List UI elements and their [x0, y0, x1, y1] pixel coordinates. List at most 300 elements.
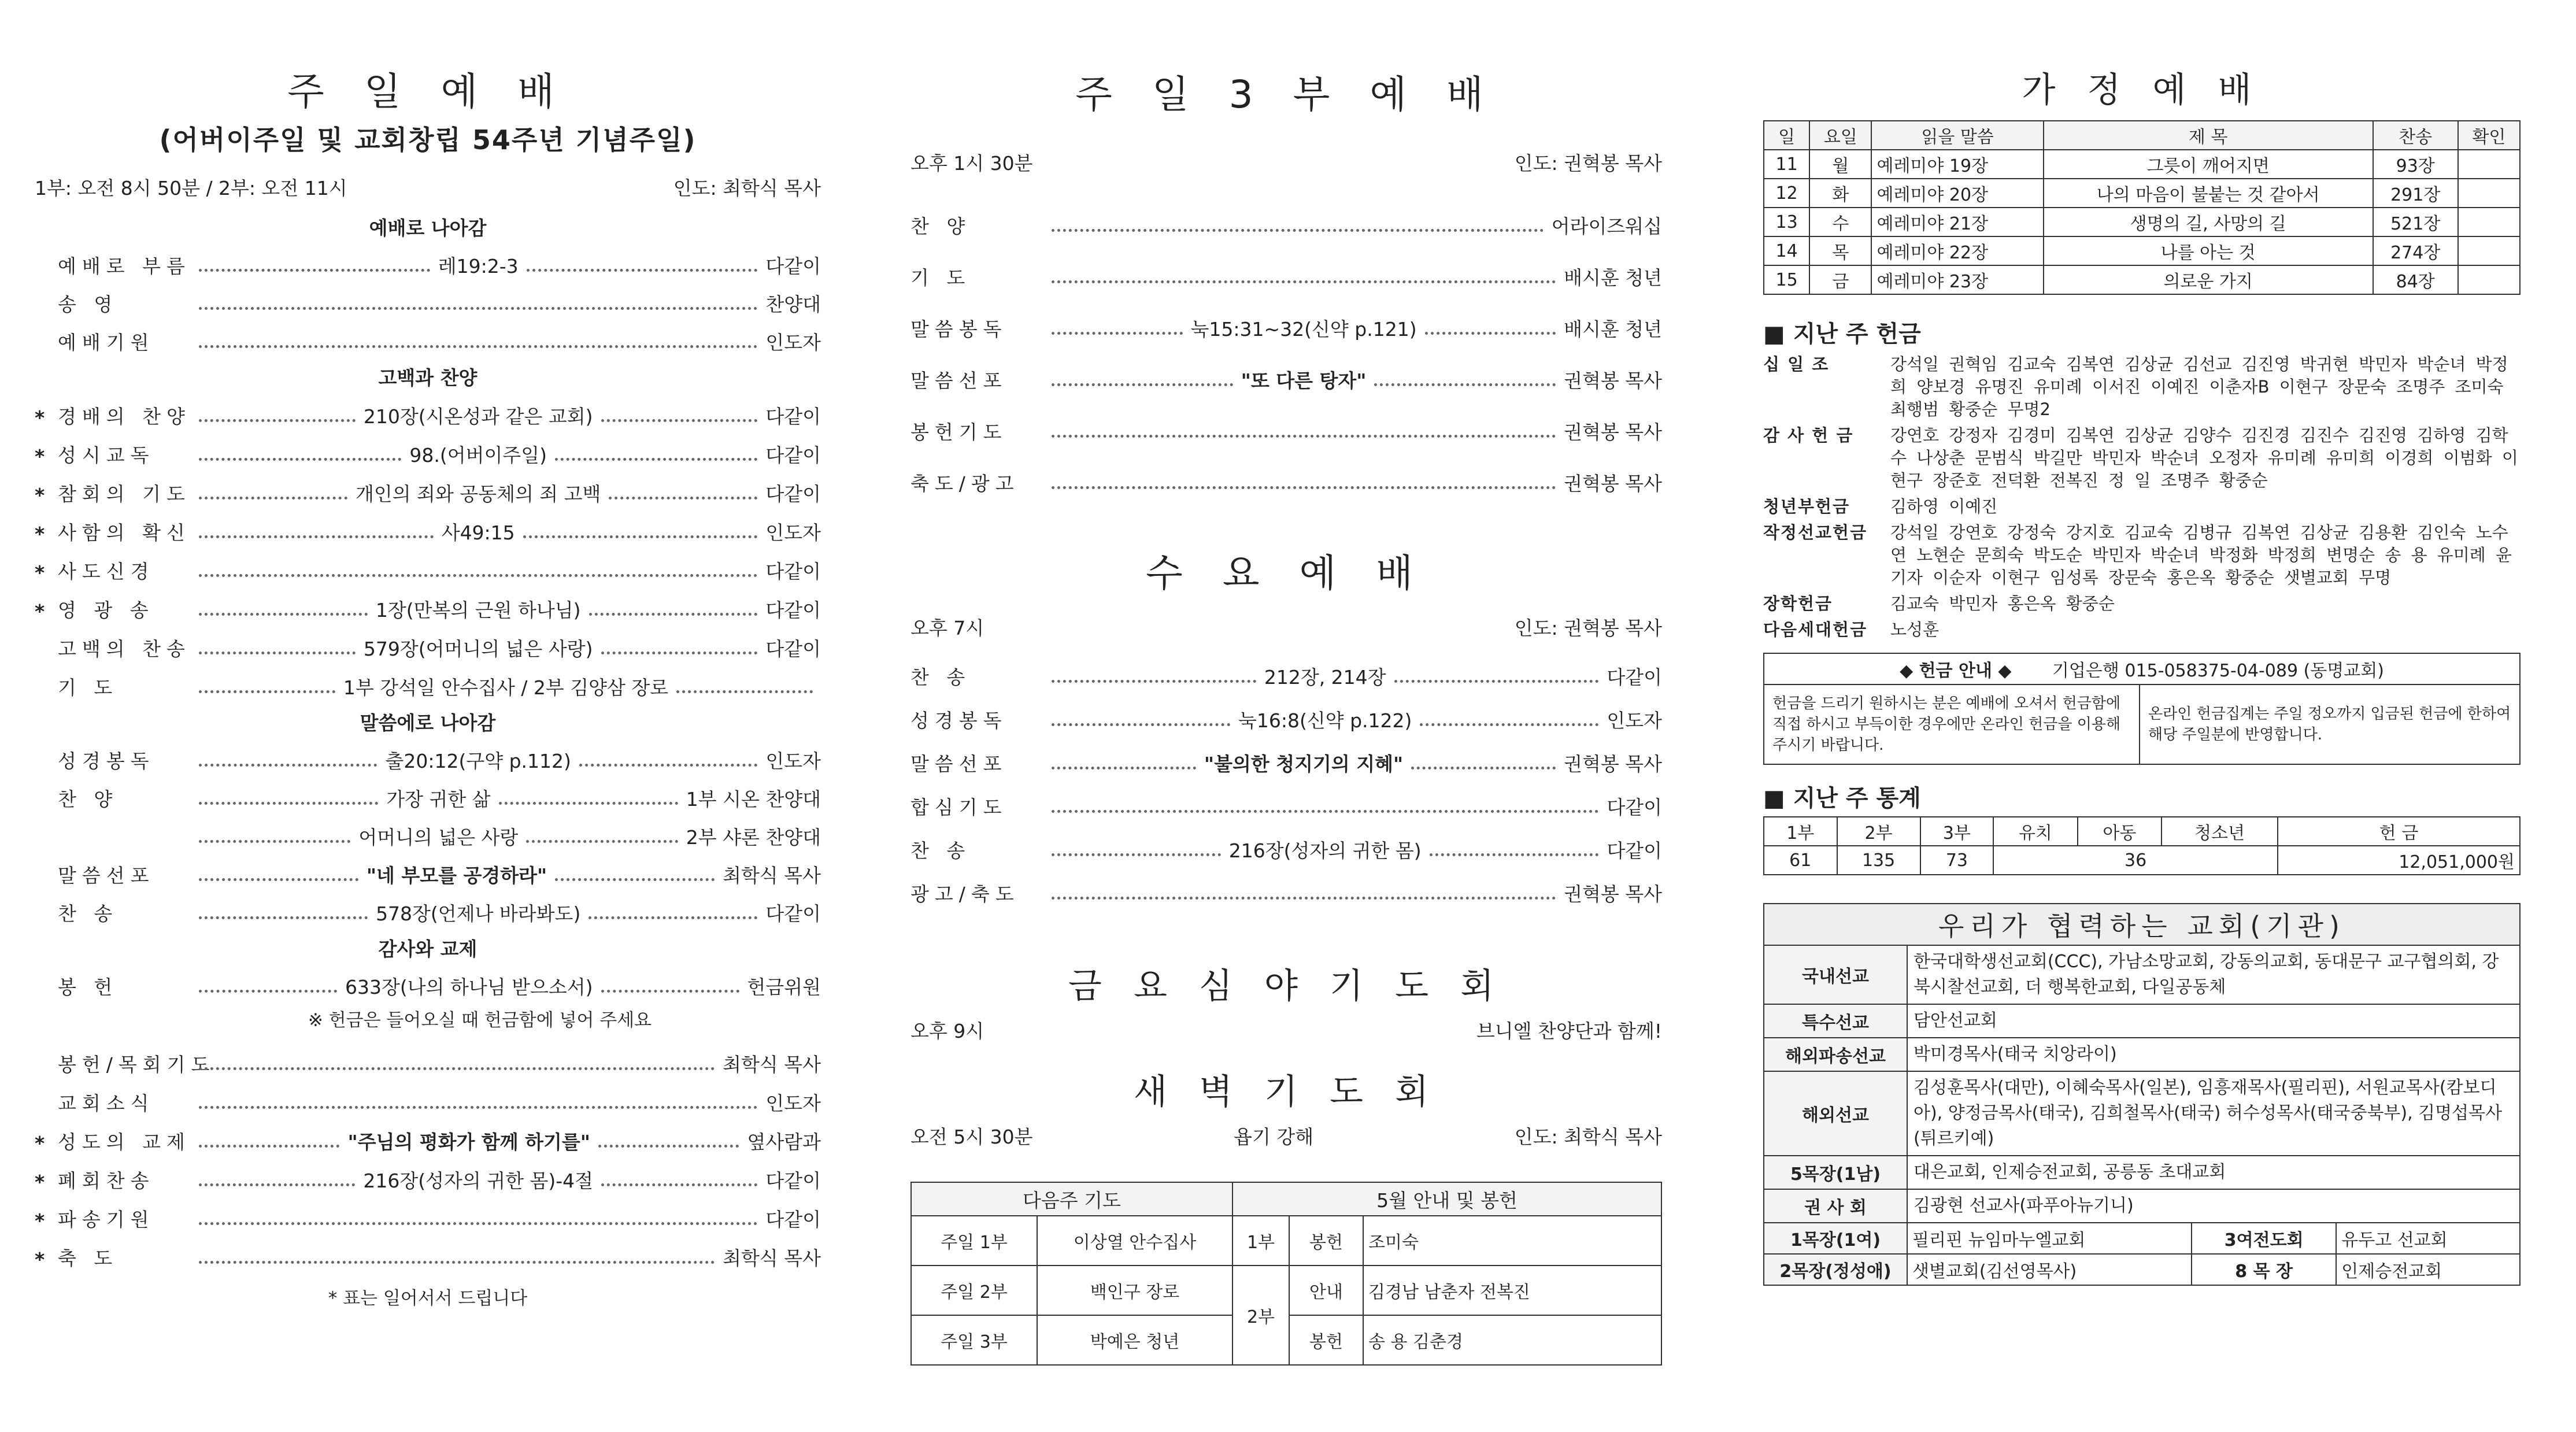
order-responder: 권혁봉 목사 — [1564, 421, 1662, 443]
partner-value: 김광현 선교사(파푸아뉴기니) — [1907, 1189, 2520, 1223]
family-cell: 예레미야 21장 — [1871, 208, 2043, 236]
order-label: 예배로 부름 — [58, 255, 191, 277]
order-detail: 1부 강석일 안수집사 / 2부 김양삼 장로 — [343, 676, 669, 699]
order-responder: 다같이 — [765, 255, 821, 277]
order-responder: 옆사람과 — [747, 1131, 821, 1153]
family-row — [1764, 236, 2520, 265]
order-detail: 210장(시온성과 같은 교회) — [363, 405, 593, 428]
family-header-cell: 요일 — [1809, 121, 1871, 150]
order-detail: 출20:12(구약 p.112) — [385, 750, 571, 772]
order-row — [35, 661, 821, 700]
third-service-title: 주 일 3 부 예 배 — [1075, 72, 1497, 117]
dot-leader — [1052, 853, 1221, 856]
dot-leader — [1052, 229, 1544, 232]
order-row — [35, 545, 821, 584]
friday-time: 오후 9시 — [911, 1020, 984, 1042]
dot-leader — [199, 764, 377, 767]
order-responder: 권혁봉 목사 — [1564, 369, 1662, 392]
section-heading: 예배로 나아감 — [369, 217, 487, 239]
prayer-cell: 백인구 장로 — [1037, 1266, 1233, 1315]
partner-label: 1목장(1여) — [1764, 1223, 1907, 1254]
order-responder: 배시훈 청년 — [1564, 318, 1662, 341]
partner-label: 해외선교 — [1764, 1071, 1907, 1156]
order-responder: 최학식 목사 — [723, 864, 821, 887]
family-cell: 14 — [1764, 236, 1809, 265]
order-label: 말씀선포 — [58, 864, 155, 887]
order-detail: 눅16:8(신약 p.122) — [1238, 709, 1412, 732]
dot-leader — [1052, 486, 1556, 489]
family-cell — [2458, 150, 2520, 179]
dot-leader — [1420, 723, 1598, 726]
order-row — [35, 888, 821, 926]
order-row — [35, 1155, 821, 1193]
offering-names: 김하영 이예진 — [1890, 497, 1998, 516]
stat-value: 73 — [1920, 846, 1994, 875]
order-detail: "또 다른 탕자" — [1241, 369, 1367, 392]
family-cell: 예레미야 20장 — [1871, 179, 2043, 208]
guide-left-text: 헌금을 드리기 원하시는 분은 예배에 오셔서 헌금함에 직접 하시고 부득이한 경우에만 온라인 헌금을 이용해 주시기 바랍니다. — [1764, 684, 2140, 764]
order-list — [911, 646, 1662, 906]
order-row — [911, 445, 1662, 496]
order-label: 봉헌/목회기도 — [58, 1053, 216, 1076]
names-cell: 송 용 김춘경 — [1363, 1315, 1661, 1365]
order-responder: 인도자 — [765, 331, 821, 354]
sunday-time: 1부: 오전 8시 50분 / 2부: 오전 11시 — [35, 177, 347, 199]
order-label: 말씀봉독 — [911, 318, 1008, 341]
order-row — [35, 390, 821, 429]
order-label: 봉 헌 — [58, 976, 119, 998]
wednesday-title: 수 요 예 배 — [1146, 551, 1427, 595]
wednesday-time: 오후 7시 — [911, 617, 984, 639]
order-detail: 가장 귀한 삶 — [386, 788, 491, 811]
family-cell: 12 — [1764, 179, 1809, 208]
family-row — [1764, 150, 2520, 179]
family-cell: 나를 아는 것 — [2044, 236, 2373, 265]
wednesday-time-row — [911, 613, 1662, 641]
order-label: 송 영 — [58, 293, 119, 316]
order-list — [911, 187, 1662, 496]
order-row — [35, 1116, 821, 1155]
order-responder: 다같이 — [1607, 666, 1663, 689]
order-row — [35, 240, 821, 279]
order-list — [35, 1038, 821, 1271]
partner-value: 유두고 선교회 — [2336, 1223, 2520, 1254]
sunday-time-row — [35, 173, 821, 201]
standing-mark: * — [35, 1209, 45, 1232]
order-responder: 다같이 — [765, 902, 821, 925]
dot-leader — [527, 269, 758, 272]
order-list — [35, 390, 821, 700]
offering-names: 강석일 강연호 강정숙 강지호 김교숙 김병규 김복연 김상균 김용환 김인숙 노수연 노현순 문희숙 박도순 박민자 박순녀 박정화 박정희 변명순 송 용 유미례 윤기자 이순자 이현구 임성록 장문숙 홍은옥 황중순 샛별교회 무명 — [1890, 523, 2512, 587]
offering-names: 김교숙 박민자 홍은옥 황중순 — [1890, 594, 2115, 613]
sunday-service-column — [35, 0, 821, 1309]
offering-label: 감 사 헌 금 — [1763, 425, 1854, 445]
order-label: 교회소식 — [58, 1092, 155, 1115]
partner-label: 권 사 회 — [1764, 1189, 1907, 1223]
order-label: 광고/축도 — [911, 883, 1020, 905]
partner-row — [1764, 1156, 2520, 1189]
order-detail: 212장, 214장 — [1264, 666, 1386, 689]
dot-leader — [199, 1145, 339, 1148]
order-responder: 어라이즈워십 — [1551, 215, 1662, 238]
order-detail: 개인의 죄와 공동체의 죄 고백 — [355, 483, 601, 505]
dot-leader — [199, 419, 356, 422]
sunday-title: 주 일 예 배 — [287, 69, 568, 114]
order-row — [35, 584, 821, 623]
offering-names: 노성훈 — [1890, 620, 1940, 639]
order-label: 성시교독 — [58, 444, 155, 467]
family-cell: 화 — [1809, 179, 1871, 208]
order-row — [911, 820, 1662, 863]
dot-leader — [601, 652, 758, 654]
stat-header-cell: 2부 — [1837, 817, 1920, 846]
dot-leader — [555, 458, 757, 461]
order-responder: 최학식 목사 — [723, 1053, 821, 1076]
offering-group — [1763, 424, 2521, 492]
family-cell — [2458, 179, 2520, 208]
dot-leader — [1052, 383, 1233, 386]
standing-mark: * — [35, 406, 45, 429]
order-label: 성경봉독 — [911, 709, 1008, 732]
role-cell: 봉헌 — [1289, 1315, 1363, 1365]
partner-row — [1764, 945, 2520, 1004]
service-cell: 주일 3부 — [911, 1315, 1037, 1365]
family-cell: 274장 — [2373, 236, 2458, 265]
dot-leader — [199, 458, 401, 461]
order-detail: 1장(만복의 근원 하나님) — [375, 599, 581, 621]
family-cell: 수 — [1809, 208, 1871, 236]
order-label: 파송기원 — [58, 1208, 155, 1231]
order-label: 사함의 확신 — [58, 521, 191, 544]
order-row — [35, 317, 821, 355]
order-responder: 다같이 — [1607, 796, 1662, 819]
order-row — [911, 290, 1662, 342]
order-row — [911, 239, 1662, 290]
family-cell: 목 — [1809, 236, 1871, 265]
dot-leader — [199, 802, 378, 805]
order-label: 기 도 — [58, 676, 119, 699]
family-cell — [2458, 208, 2520, 236]
partner-row — [1764, 1038, 2520, 1071]
order-responder: 찬양대 — [765, 293, 821, 316]
order-detail: 578장(언제나 바라봐도) — [376, 902, 581, 925]
order-row — [911, 393, 1662, 445]
offering-names: 강석일 권혁임 김교숙 김복연 김상균 김선교 김진영 박귀현 박민자 박순녀 박정희 양보경 유명진 유미례 이서진 이예진 이춘자B 이현구 장문숙 조명주 조미숙 최행범 황중순 무명2 — [1890, 354, 2508, 419]
partner-label: 2목장(정성애) — [1764, 1254, 1907, 1285]
dot-leader — [199, 1261, 715, 1264]
order-responder: 다같이 — [765, 444, 821, 467]
order-responder: 다같이 — [1607, 839, 1663, 862]
dot-leader — [199, 1222, 757, 1225]
order-responder: 인도자 — [765, 1092, 821, 1115]
partner-row — [1764, 1189, 2520, 1223]
family-cell: 예레미야 19장 — [1871, 150, 2043, 179]
order-row — [911, 776, 1662, 820]
dot-leader — [1052, 897, 1556, 900]
dot-leader — [199, 1106, 757, 1109]
section-heading: 고백과 찬양 — [378, 367, 478, 389]
offering-note: ※ 헌금은 들어오실 때 헌금함에 넣어 주세요 — [308, 1010, 652, 1031]
partner-value: 담안선교회 — [1907, 1004, 2520, 1038]
order-row — [35, 429, 821, 468]
partner-value: 김성훈목사(대만), 이혜숙목사(일본), 임흥재목사(필리핀), 서원교목사(캄보디아), 양정금목사(태국), 김희철목사(태국) 허수성목사(태국중북부), 김명섭목사(튀르키예) — [1907, 1071, 2520, 1156]
dot-leader — [1374, 383, 1556, 386]
dot-leader — [499, 802, 678, 805]
family-cell: 월 — [1809, 150, 1871, 179]
order-row — [911, 690, 1662, 733]
order-detail: "불의한 청지기의 지혜" — [1204, 753, 1404, 775]
partner-value: 박미경목사(태국 치앙라이) — [1907, 1038, 2520, 1071]
order-label: 찬 양 — [58, 788, 119, 811]
order-row — [911, 187, 1662, 239]
standing-mark: * — [35, 561, 45, 584]
order-detail: 사49:15 — [441, 521, 515, 544]
dot-leader — [1411, 767, 1556, 769]
order-responder: 최학식 목사 — [723, 1247, 821, 1270]
family-cell: 금 — [1809, 265, 1871, 294]
dot-leader — [609, 497, 757, 499]
order-responder: 인도자 — [1607, 709, 1663, 732]
order-label: 참회의 기도 — [58, 483, 191, 505]
dot-leader — [199, 652, 356, 654]
stats-title: ■ 지난 주 통계 — [1763, 785, 1921, 812]
service-cell: 주일 1부 — [911, 1216, 1037, 1266]
dot-leader — [676, 690, 813, 693]
order-row — [35, 850, 821, 888]
order-label: 사도신경 — [58, 560, 155, 583]
dot-leader — [1394, 680, 1599, 683]
dot-leader — [199, 345, 757, 348]
offering-label: 작정선교헌금 — [1763, 523, 1868, 542]
dot-leader — [199, 1067, 715, 1070]
order-row — [911, 342, 1662, 393]
names-cell: 조미숙 — [1363, 1216, 1661, 1266]
order-label: 축 도 — [58, 1247, 119, 1270]
order-label: 찬 양 — [911, 215, 971, 238]
order-responder: 권혁봉 목사 — [1564, 753, 1662, 775]
family-cell: 예레미야 22장 — [1871, 236, 2043, 265]
names-cell: 김경남 남춘자 전복진 — [1363, 1266, 1661, 1315]
offerings-list — [1763, 353, 2521, 641]
next-week-prayer-header: 다음주 기도 — [911, 1182, 1233, 1216]
dot-leader — [199, 269, 430, 272]
order-row — [35, 1077, 821, 1116]
family-header-cell: 확인 — [2458, 121, 2520, 150]
order-detail: "주님의 평화가 함께 하기를" — [347, 1131, 590, 1153]
family-worship-title: 가 정 예 배 — [2022, 70, 2262, 110]
order-label: 기 도 — [911, 267, 971, 289]
dot-leader — [1052, 435, 1556, 438]
offering-label: 십 일 조 — [1763, 354, 1830, 374]
order-label: 폐회찬송 — [58, 1170, 155, 1192]
order-detail: "네 부모를 공경하라" — [366, 864, 547, 887]
family-header-cell: 찬송 — [2373, 121, 2458, 150]
dot-leader — [589, 613, 758, 616]
family-cell: 15 — [1764, 265, 1809, 294]
family-cell — [2458, 265, 2520, 294]
dot-leader — [199, 690, 335, 693]
next-week-table — [911, 1182, 1662, 1366]
dot-leader — [1052, 723, 1230, 726]
dot-leader — [199, 307, 757, 310]
partner-label: 5목장(1남) — [1764, 1156, 1907, 1189]
order-row — [35, 1193, 821, 1232]
dot-leader — [601, 990, 739, 993]
stat-header-cell: 3부 — [1920, 817, 1994, 846]
dawn-title: 새 벽 기 도 회 — [1133, 1072, 1439, 1112]
order-row — [911, 733, 1662, 776]
family-header-cell: 제 목 — [2044, 121, 2373, 150]
order-label: 축도/광고 — [911, 472, 1020, 495]
partners-table — [1763, 903, 2521, 1286]
order-label: 찬 송 — [911, 666, 971, 689]
order-row — [35, 623, 821, 661]
family-worship-table — [1763, 120, 2521, 295]
order-label: 말씀선포 — [911, 369, 1008, 392]
stat-header-cell: 헌 금 — [2278, 817, 2520, 846]
part-cell: 1부 — [1233, 1216, 1289, 1266]
order-row — [35, 961, 821, 1000]
order-responder: 인도자 — [765, 521, 821, 544]
friday-title: 금 요 심 야 기 도 회 — [1068, 966, 1505, 1007]
order-responder: 1부 시온 찬양대 — [686, 788, 821, 811]
order-row — [35, 812, 821, 850]
section-heading: 말씀에로 나아감 — [360, 712, 496, 734]
stat-value: 61 — [1764, 846, 1837, 875]
stats-table — [1763, 816, 2521, 875]
dot-leader — [1052, 810, 1598, 813]
dot-leader — [1052, 332, 1183, 335]
dot-leader — [579, 764, 757, 767]
partner-value: 샛별교회(김선영목사) — [1907, 1254, 2192, 1285]
role-cell: 안내 — [1289, 1266, 1363, 1315]
dot-leader — [199, 535, 434, 538]
offerings-title: ■ 지난 주 헌금 — [1763, 321, 1921, 347]
dot-leader — [199, 574, 757, 577]
partner-row — [1764, 1004, 2520, 1038]
order-label: 봉헌기도 — [911, 421, 1008, 443]
dot-leader — [555, 878, 715, 881]
order-label: 영 광 송 — [58, 599, 154, 621]
family-cell — [2458, 236, 2520, 265]
standing-mark: * — [35, 1171, 45, 1193]
order-label: 성도의 교제 — [58, 1131, 191, 1153]
service-cell: 주일 2부 — [911, 1266, 1037, 1315]
order-responder: 배시훈 청년 — [1564, 267, 1662, 289]
offering-guide-box — [1763, 653, 2521, 765]
order-detail: 레19:2-3 — [438, 255, 519, 277]
order-row — [911, 646, 1662, 690]
stat-value: 135 — [1837, 846, 1920, 875]
order-label: 예배기원 — [58, 331, 155, 354]
bank-account: 기업은행 015-058375-04-089 (동명교회) — [2052, 661, 2384, 681]
dot-leader — [598, 1145, 739, 1148]
offering-label: 청년부헌금 — [1763, 497, 1850, 516]
family-row — [1764, 179, 2520, 208]
stat-header-cell: 아동 — [2078, 817, 2162, 846]
standing-mark: * — [35, 1248, 45, 1271]
offering-group — [1763, 593, 2521, 615]
partners-title: 우리가 협력하는 교회(기관) — [1764, 904, 2520, 945]
order-responder: 다같이 — [765, 638, 821, 660]
family-cell: 예레미야 23장 — [1871, 265, 2043, 294]
family-cell: 의로운 가지 — [2044, 265, 2373, 294]
partner-label: 국내선교 — [1764, 945, 1907, 1004]
section-heading: 감사와 교제 — [378, 938, 478, 960]
family-cell: 13 — [1764, 208, 1809, 236]
guide-header: ◆ 헌금 안내 ◆ — [1900, 661, 2012, 681]
dot-leader — [199, 497, 347, 499]
standing-mark: * — [35, 1132, 45, 1155]
dawn-leader: 인도: 최학식 목사 — [1514, 1126, 1662, 1148]
dot-leader — [1430, 853, 1599, 856]
order-responder: 인도자 — [765, 750, 821, 772]
role-cell: 봉헌 — [1289, 1216, 1363, 1266]
order-label: 찬 송 — [911, 839, 971, 862]
dot-leader — [1425, 332, 1556, 335]
dot-leader — [199, 613, 368, 616]
dot-leader — [601, 1183, 757, 1186]
third-time-row — [911, 149, 1662, 176]
order-detail: 98.(어버이주일) — [409, 444, 547, 467]
guide-right-text: 온라인 헌금집계는 주일 정오까지 입금된 헌금에 한하여 해당 주일분에 반영합니다. — [2140, 684, 2520, 764]
family-header-cell: 일 — [1764, 121, 1809, 150]
order-detail: 579장(어머니의 넓은 사랑) — [363, 638, 593, 660]
family-cell: 93장 — [2373, 150, 2458, 179]
family-cell: 생명의 길, 사망의 길 — [2044, 208, 2373, 236]
family-cell: 11 — [1764, 150, 1809, 179]
order-detail: 어머니의 넓은 사랑 — [358, 826, 519, 849]
standing-mark: * — [35, 484, 45, 506]
order-responder: 다같이 — [765, 405, 821, 428]
partner-value: 한국대학생선교회(CCC), 가남소망교회, 강동의교회, 동대문구 교구협의회, 강북시찰선교회, 더 행복한교회, 다일공동체 — [1907, 945, 2520, 1004]
order-detail: 633장(나의 하나님 받으소서) — [345, 976, 593, 998]
dot-leader — [1052, 280, 1556, 283]
partner-label: 특수선교 — [1764, 1004, 1907, 1038]
wednesday-leader: 인도: 권혁봉 목사 — [1514, 617, 1662, 639]
order-label: 성경봉독 — [58, 750, 155, 772]
offering-label: 장학헌금 — [1763, 594, 1833, 613]
sunday-leader: 인도: 최학식 목사 — [673, 177, 821, 199]
dot-leader — [589, 916, 757, 919]
stat-header-cell: 유치 — [1993, 817, 2077, 846]
order-row — [35, 735, 821, 774]
offering-group — [1763, 521, 2521, 589]
family-row — [1764, 208, 2520, 236]
order-responder: 다같이 — [765, 560, 821, 583]
info-column — [1763, 0, 2521, 1286]
dot-leader — [199, 1183, 355, 1186]
order-label: 찬 송 — [58, 902, 119, 925]
dot-leader — [199, 840, 350, 843]
order-responder: 다같이 — [765, 1170, 821, 1192]
order-label: 합심기도 — [911, 796, 1008, 819]
order-list — [35, 961, 821, 1000]
offering-names: 강연호 강정자 김경미 김복연 김상균 김양수 김진경 김진수 김진영 김하영 김학수 나상춘 문범식 박길만 박민자 박순녀 오정자 유미례 유미희 이경희 이범화 이현구 장준호 전덕환 전복진 정 일 조명주 황중순 — [1890, 425, 2518, 490]
family-cell: 291장 — [2373, 179, 2458, 208]
dawn-row — [911, 1122, 1662, 1149]
dawn-text: 욥기 강해 — [1234, 1126, 1314, 1148]
dot-leader — [601, 419, 758, 422]
order-responder: 다같이 — [765, 599, 821, 621]
dot-leader — [199, 878, 358, 881]
partner-value: 필리핀 뉴임마누엘교회 — [1907, 1223, 2192, 1254]
standing-mark: * — [35, 523, 45, 545]
order-detail: 216장(성자의 귀한 몸)-4절 — [363, 1170, 594, 1192]
order-detail: 216장(성자의 귀한 몸) — [1228, 839, 1422, 862]
sunday-subtitle: (어버이주일 및 교회창립 54주년 기념주일) — [159, 124, 697, 156]
offering-label: 다음세대헌금 — [1763, 620, 1868, 639]
